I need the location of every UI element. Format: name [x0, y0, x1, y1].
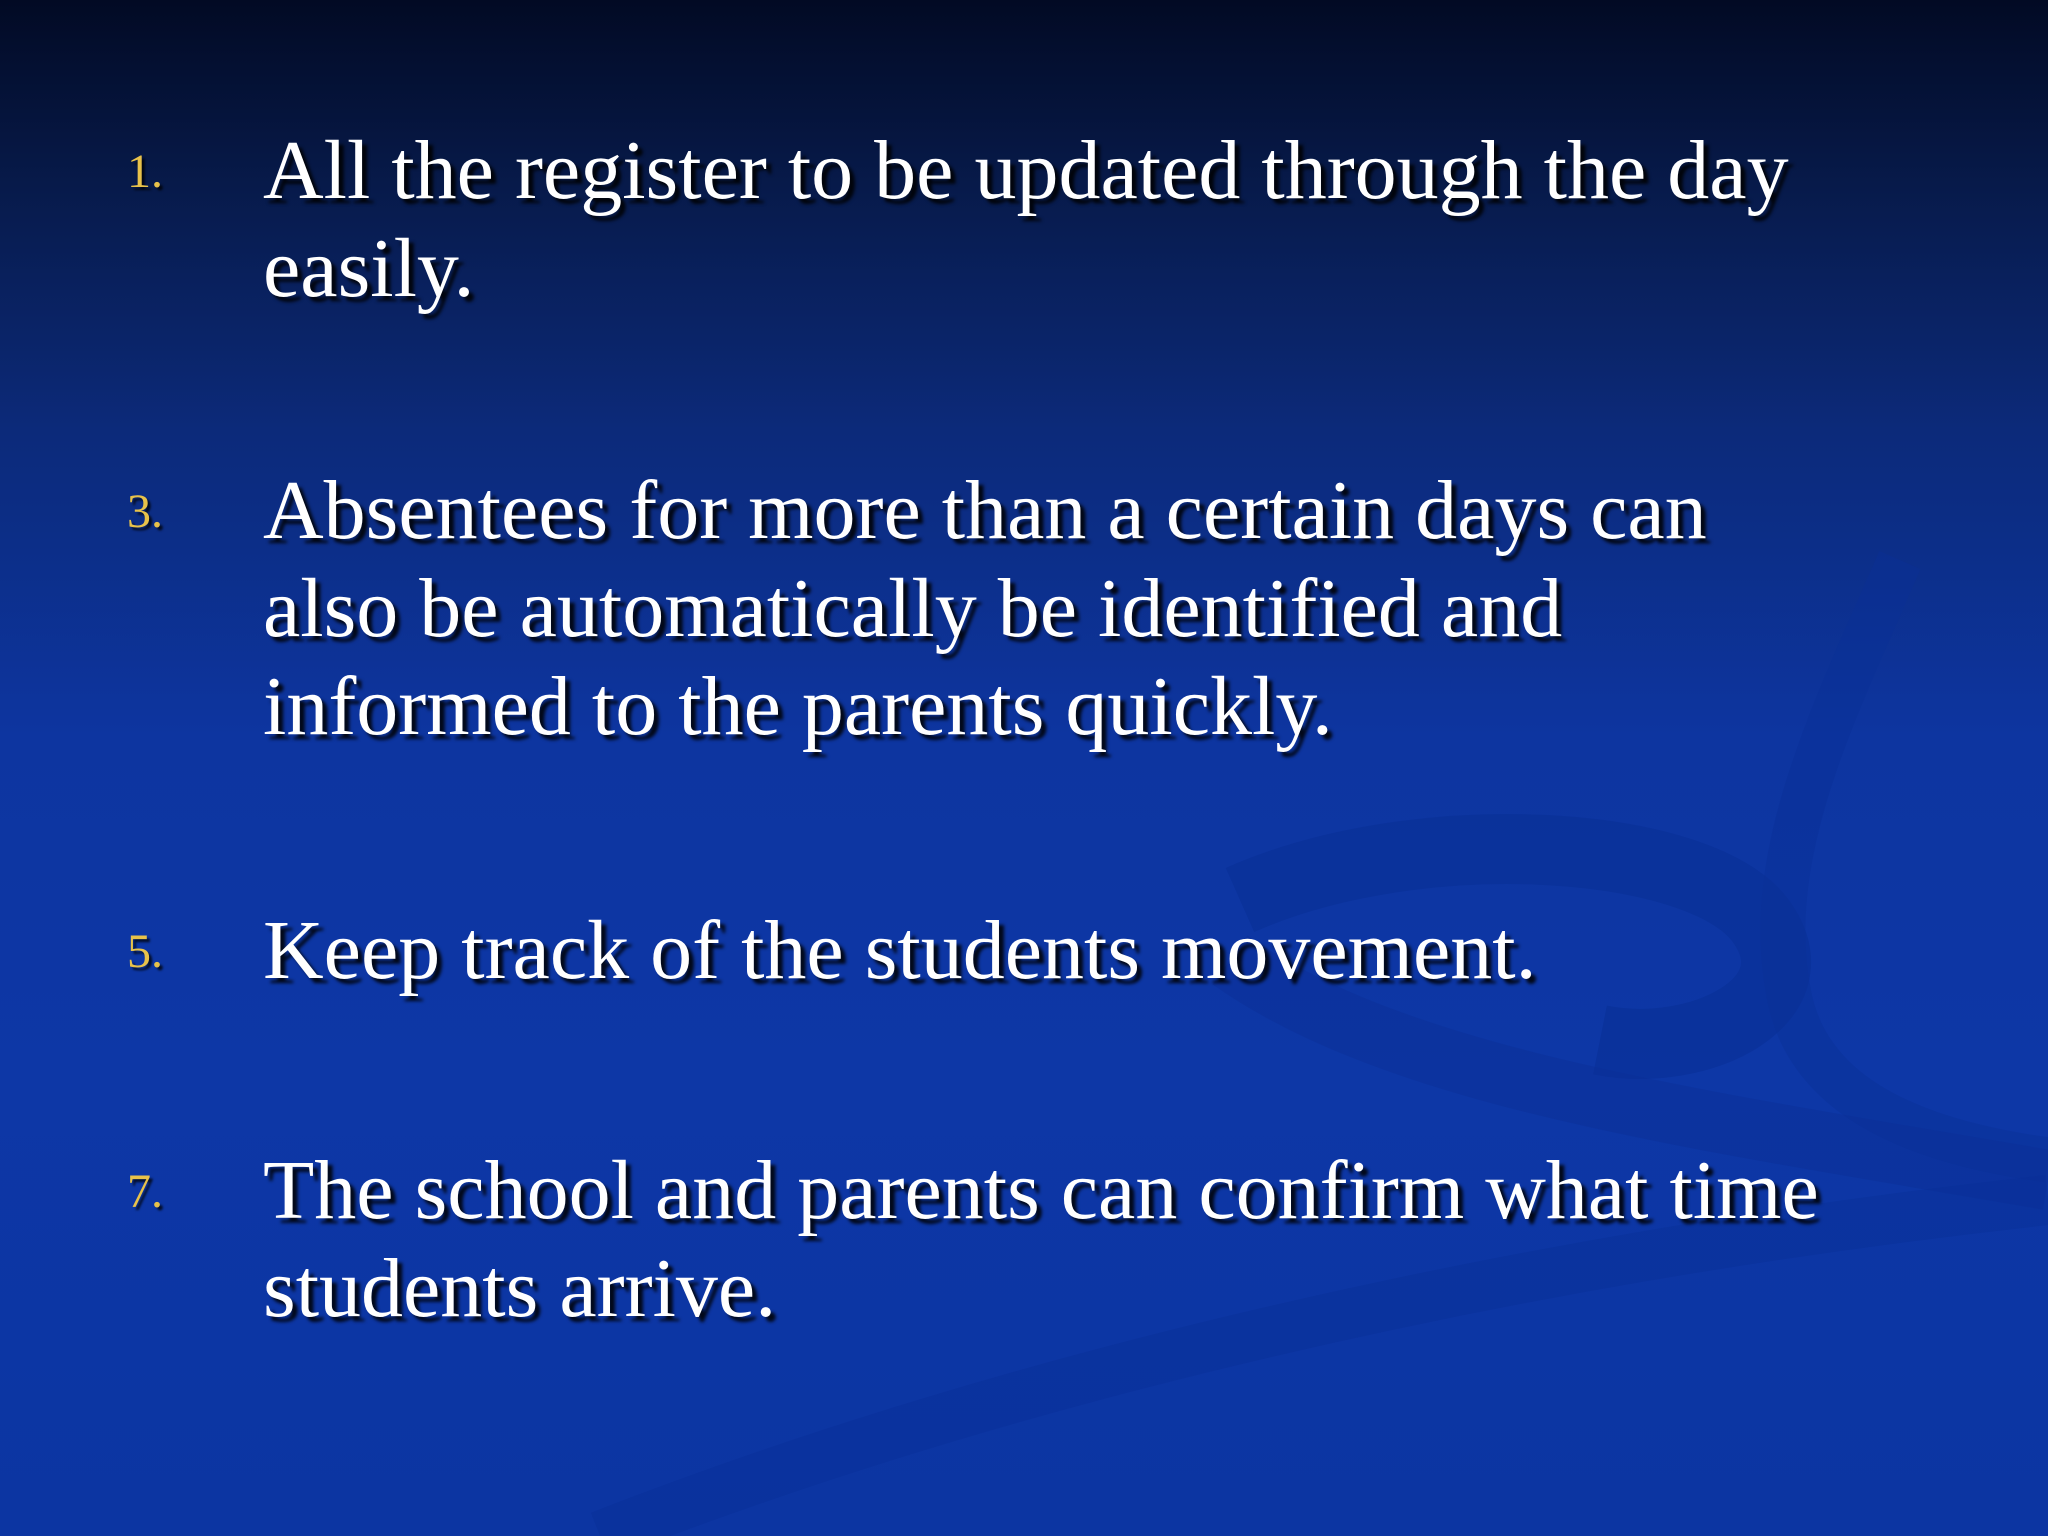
list-item-text: The school and parents can confirm what time students arrive. — [263, 1144, 1819, 1335]
list-item-number: 3. — [127, 485, 163, 538]
list-item-text: All the register to be updated through the day easily. — [263, 124, 1789, 315]
list-item-text: Keep track of the students movement. — [263, 904, 1537, 997]
list-item-number: 1. — [127, 145, 163, 198]
list-item-text: Absentees for more than a certain days can also be automatically be identified and informed to the parents quickly. — [263, 464, 1707, 753]
list-item-number: 5. — [127, 925, 163, 978]
list-item-number: 7. — [127, 1165, 163, 1218]
